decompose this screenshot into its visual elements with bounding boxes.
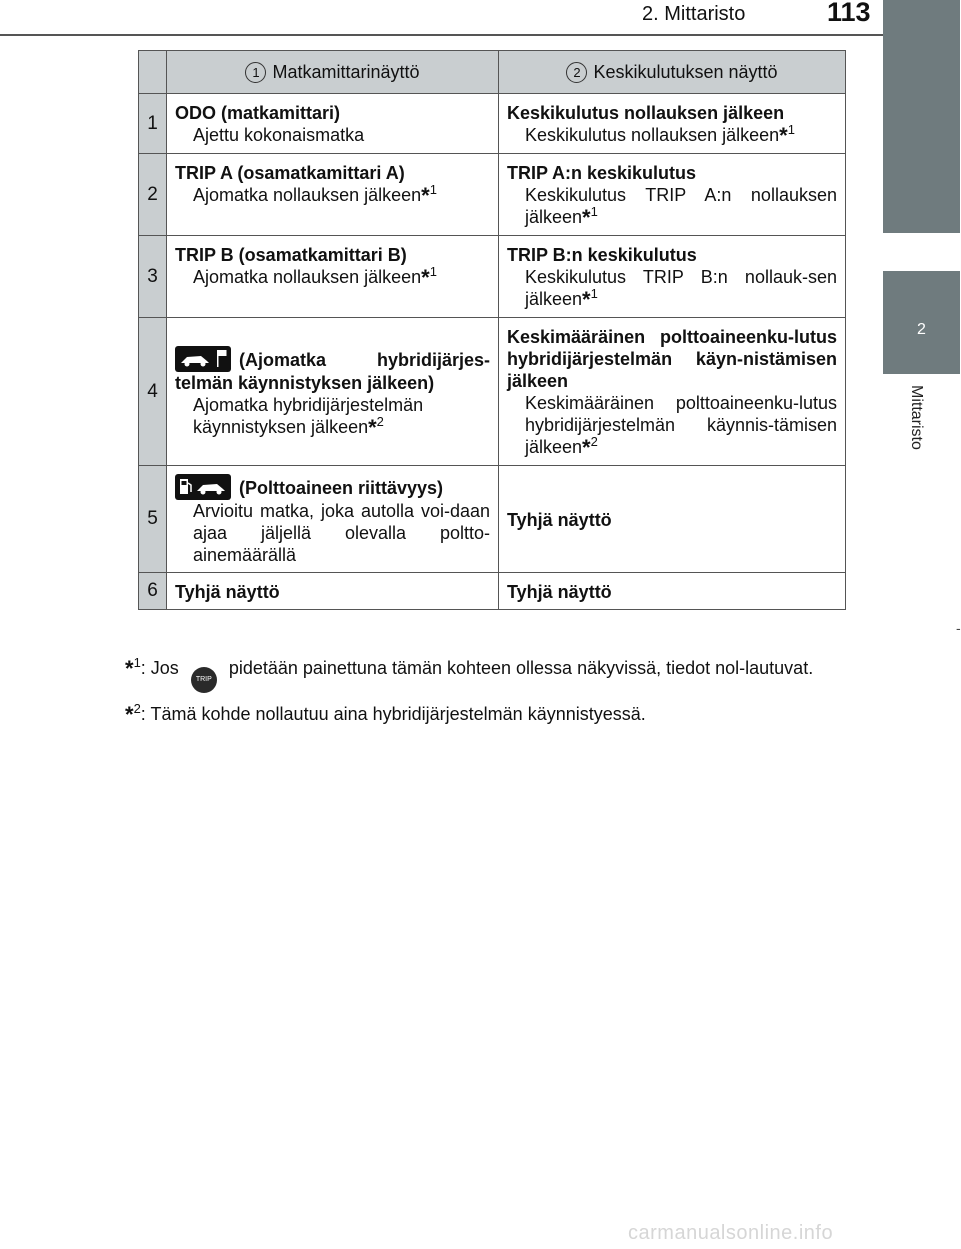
table-row [139, 318, 846, 466]
col1-header: Matkamittarinäyttö [272, 62, 420, 82]
row-col2 [499, 94, 846, 154]
footnote-ref: 1 [429, 182, 437, 197]
row-col1-desc: Ajomatka nollauksen jälkeen [193, 267, 422, 287]
row-number: 6 [139, 573, 167, 610]
row-col1 [167, 318, 499, 466]
row-col2-desc: Keskikulutus TRIP A:n nollauksen jälkeen [525, 185, 837, 227]
row-col1-title: (Ajomatka hybridijärjes-telmän käynnistyksen jälkeen) [175, 350, 490, 393]
row-col2-title: Keskikulutus nollauksen jälkeen [507, 103, 785, 123]
row-col2-title: Tyhjä näyttö [507, 510, 612, 530]
footnote-asterisk: * [582, 435, 591, 460]
footnote-asterisk: * [421, 265, 430, 290]
row-col2 [499, 236, 846, 318]
table-header-empty [139, 51, 167, 94]
footnote-marker: 1 [133, 655, 141, 670]
footnotes [125, 653, 845, 730]
chapter-label: Mittaristo [908, 385, 925, 450]
row-col2-desc: Keskikulutus TRIP B:n nollauk-sen jälkeen [525, 267, 837, 309]
footnote-ref: 1 [787, 122, 795, 137]
chapter-number: 2 [917, 321, 926, 338]
row-col2-desc: Keskikulutus nollauksen jälkeen [525, 125, 780, 145]
row-col1-title: (Polttoaineen riittävyys) [239, 478, 444, 498]
footnote-asterisk: * [421, 183, 430, 208]
row-col1 [167, 94, 499, 154]
table-row [139, 154, 846, 236]
row-col1-title: TRIP A (osamatkamittari A) [175, 163, 405, 183]
row-number: 1 [139, 94, 167, 154]
table-row [139, 573, 846, 610]
table-header-col1 [167, 51, 499, 94]
row-col2-title: Keskimääräinen polttoaineenku-lutus hybridijärjestelmän käyn-nistämisen jälkeen [507, 327, 837, 391]
fuel-pump-car-icon [175, 474, 231, 500]
trip-button-icon: TRIP [191, 667, 217, 693]
footnote-asterisk: * [582, 287, 591, 312]
footnote-2-text: : Tämä kohde nollautuu aina hybridijärjestelmän käynnistyessä. [140, 704, 646, 724]
row-col1 [167, 236, 499, 318]
table-row [139, 94, 846, 154]
row-col1 [167, 466, 499, 573]
row-col1-desc: Arvioitu matka, joka autolla voi-daan ajaa jäljellä olevalla poltto-ainemäärällä [193, 501, 490, 565]
col2-marker: 2 [566, 62, 587, 83]
row-number: 4 [139, 318, 167, 466]
footnote-2 [125, 699, 845, 730]
row-number: 3 [139, 236, 167, 318]
row-col1-desc: Ajettu kokonaismatka [193, 125, 365, 145]
row-col2 [499, 466, 846, 573]
display-table [138, 50, 846, 610]
footnote-asterisk: * [582, 205, 591, 230]
row-col1-title-wrap [175, 346, 490, 394]
section-title: 2. Mittaristo [642, 3, 746, 25]
table-header-row [139, 51, 846, 94]
footnote-1-text: pidetään painettuna tämän kohteen ollessa näkyvissä, tiedot nol-lautuvat. [228, 658, 814, 678]
row-col2-desc: Keskimääräinen polttoaineenku-lutus hybridijärjestelmän käynnis-tämisen jälkeen [525, 393, 837, 457]
row-col2-title: Tyhjä näyttö [507, 582, 612, 602]
table-row [139, 236, 846, 318]
row-col1 [167, 573, 499, 610]
row-col2 [499, 573, 846, 610]
row-col1-title-wrap [175, 474, 490, 500]
col1-marker: 1 [245, 62, 266, 83]
footnote-ref: 1 [590, 204, 598, 219]
footnote-marker: 2 [133, 701, 141, 716]
footnote-asterisk: * [125, 656, 134, 681]
row-col1-title: TRIP B (osamatkamittari B) [175, 245, 407, 265]
car-with-flags-icon [175, 346, 231, 372]
row-col1-desc: Ajomatka nollauksen jälkeen [193, 185, 422, 205]
col2-header: Keskikulutuksen näyttö [593, 62, 778, 82]
chapter-tab [883, 271, 960, 374]
footnote-ref: 2 [590, 434, 598, 449]
row-col1 [167, 154, 499, 236]
row-col1-title: ODO (matkamittari) [175, 103, 341, 123]
side-mark: - [956, 620, 961, 636]
footnote-1-prefix: : Jos [140, 658, 179, 678]
footnote-ref: 1 [429, 264, 437, 279]
row-number: 5 [139, 466, 167, 573]
header-rule [0, 34, 960, 36]
table-row [139, 466, 846, 573]
row-col1-desc: Ajomatka hybridijärjestelmän käynnistyksen jälkeen [193, 395, 424, 437]
footnote-asterisk: * [125, 702, 134, 727]
row-number: 2 [139, 154, 167, 236]
watermark: carmanualsonline.info [628, 1222, 834, 1244]
row-col2 [499, 318, 846, 466]
table-header-col2 [499, 51, 846, 94]
side-tab-top [883, 0, 960, 233]
footnote-asterisk: * [368, 415, 377, 440]
row-col1-title: Tyhjä näyttö [175, 582, 280, 602]
footnote-asterisk: * [779, 123, 788, 148]
footnote-1 [125, 653, 845, 693]
row-col2 [499, 154, 846, 236]
row-col2-title: TRIP A:n keskikulutus [507, 163, 697, 183]
footnote-ref: 1 [590, 286, 598, 301]
footnote-ref: 2 [376, 414, 384, 429]
page-number: 113 [827, 0, 871, 27]
row-col2-title: TRIP B:n keskikulutus [507, 245, 697, 265]
